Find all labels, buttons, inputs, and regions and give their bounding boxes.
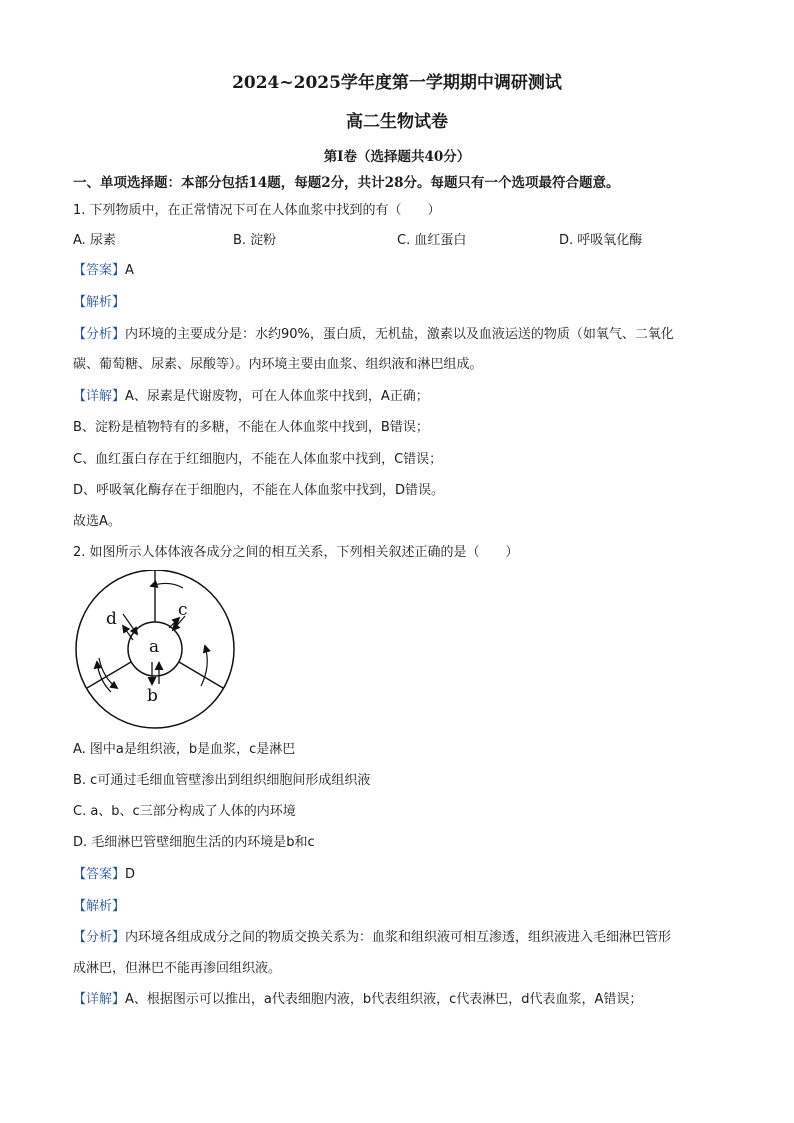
question-1-stem: 1. 下列物质中，在正常情况下可在人体血浆中找到的有（ ）: [73, 203, 441, 218]
xiangjie-tag: 【详解】: [73, 389, 126, 404]
question-2-analysis-tag: 【解析】: [73, 899, 126, 914]
question-2-option-a: A. 图中a是组织液，b是血浆，c是淋巴: [73, 742, 296, 757]
exam-subtitle: 高二生物试卷: [346, 112, 448, 132]
question-1-option-d: D. 呼吸氧化酶: [559, 233, 643, 248]
xiangjie-text: A、尿素是代谢废物，可在人体血浆中找到，A正确；: [125, 389, 429, 404]
answer-tag: 【答案】: [73, 867, 126, 882]
question-2-xiangjie-line-1: [73, 991, 642, 1009]
question-1-fenxi-line-2: 碳、葡萄糖、尿素、尿酸等）。内环境主要由血浆、组织液和淋巴组成。: [73, 357, 483, 372]
arrow-a-to-d: [123, 626, 133, 640]
question-1-xiangjie-line-1: [73, 388, 429, 406]
fenxi-text: 内环境各组成成分之间的物质交换关系为：血浆和组织液可相互渗透，组织液进入毛细淋巴管形: [125, 930, 672, 945]
answer-value: D: [125, 867, 136, 882]
xiangjie-text: A、根据图示可以推出，a代表细胞内液，b代表组织液，c代表淋巴，d代表血浆，A错误；: [125, 992, 643, 1007]
question-1-option-c: C. 血红蛋白: [397, 233, 467, 248]
part-heading: 第Ⅰ卷（选择题共40分）: [323, 149, 471, 165]
arrow-right: [201, 646, 207, 686]
question-2-answer: [73, 866, 135, 884]
question-2-fenxi-line-2: 成淋巴，但淋巴不能再渗回组织液。: [73, 961, 282, 976]
arrow-left-a: [99, 658, 117, 688]
label-a: a: [149, 637, 160, 657]
fenxi-tag: 【分析】: [73, 930, 126, 945]
divider-right: [179, 662, 223, 688]
question-1-analysis-tag: 【解析】: [73, 295, 126, 310]
question-2-fenxi-line-1: [73, 929, 671, 947]
question-1-answer: [73, 262, 134, 280]
question-1-xiangjie-line-b: B、淀粉是植物特有的多糖，不能在人体血浆中找到，B错误；: [73, 420, 429, 435]
answer-tag: 【答案】: [73, 263, 126, 278]
fenxi-tag: 【分析】: [73, 327, 126, 342]
question-2-option-c: C. a、b、c三部分构成了人体的内环境: [73, 804, 296, 819]
exam-title: 2024~2025学年度第一学期期中调研测试: [232, 73, 562, 93]
question-1-xiangjie-line-d: D、呼吸氧化酶存在于细胞内，不能在人体血浆中找到，D错误。: [73, 483, 445, 498]
question-1-option-a: A. 尿素: [73, 233, 116, 248]
question-2-option-b: B. c可通过毛细血管壁渗出到组织细胞间形成组织液: [73, 773, 371, 788]
xiangjie-tag: 【详解】: [73, 992, 126, 1007]
arrow-top: [151, 583, 183, 588]
label-c: c: [178, 600, 188, 620]
question-1-conclusion: 故选A。: [73, 514, 121, 529]
question-1-fenxi-line-1: [73, 326, 674, 344]
label-b: b: [147, 686, 158, 706]
question-1-option-b: B. 淀粉: [233, 233, 277, 248]
question-2-option-d: D. 毛细淋巴管壁细胞生活的内环境是b和c: [73, 835, 315, 850]
arrow-left-b: [97, 662, 111, 692]
question-1-xiangjie-line-c: C、血红蛋白存在于红细胞内，不能在人体血浆中找到，C错误；: [73, 452, 443, 467]
divider-left: [87, 662, 131, 688]
arrow-d-to-a: [123, 614, 137, 634]
answer-value: A: [125, 263, 134, 278]
question-2-stem: 2. 如图所示人体体液各成分之间的相互关系，下列相关叙述正确的是（ ）: [73, 545, 519, 560]
label-d: d: [106, 609, 117, 629]
section-heading: 一、单项选择题：本部分包括14题，每题2分，共计28分。每题只有一个选项最符合题意。: [73, 175, 620, 191]
fenxi-text: 内环境的主要成分是：水约90%，蛋白质，无机盐，激素以及血液运送的物质（如氧气、二氧化: [125, 327, 674, 342]
body-fluid-diagram: [73, 570, 238, 730]
